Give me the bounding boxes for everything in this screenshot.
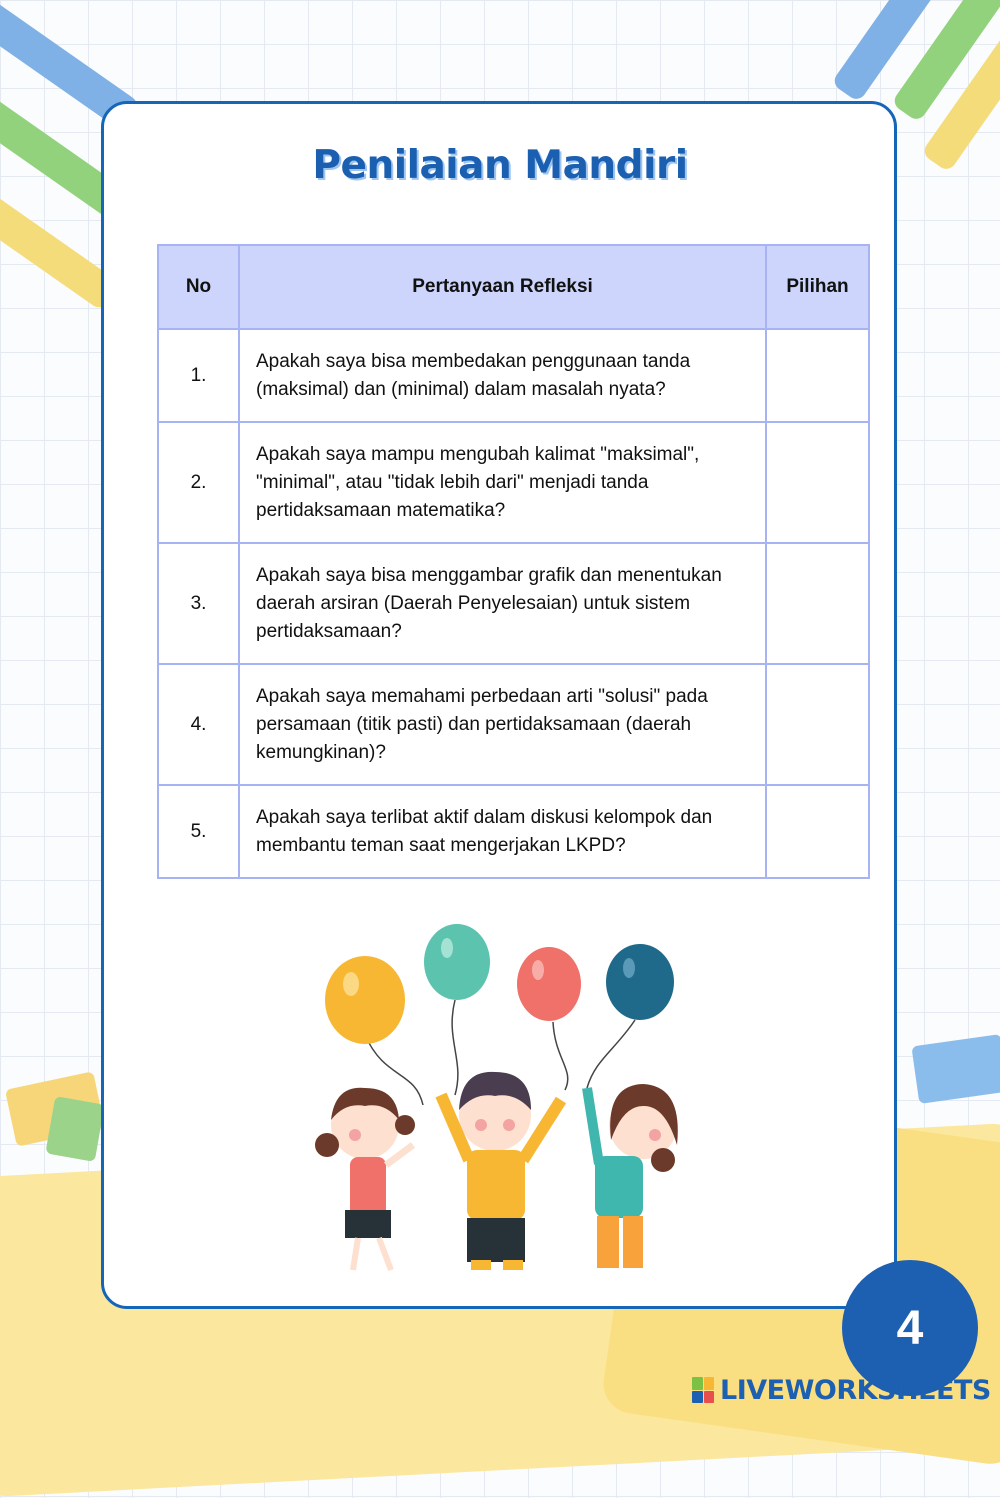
row-choice-cell[interactable] bbox=[766, 785, 869, 878]
page-number-badge: 4 bbox=[842, 1260, 978, 1396]
row-choice-cell[interactable] bbox=[766, 543, 869, 664]
row-choice-cell[interactable] bbox=[766, 422, 869, 543]
table-row bbox=[158, 664, 869, 785]
book-left-2 bbox=[45, 1096, 104, 1162]
row-question: Apakah saya bisa membedakan penggunaan tanda (maksimal) dan (minimal) dalam masalah nyata? bbox=[239, 329, 766, 422]
table-row bbox=[158, 329, 869, 422]
table-row bbox=[158, 422, 869, 543]
row-question: Apakah saya memahami perbedaan arti "solusi" pada persamaan (titik pasti) dan pertidaksamaan (daerah kemungkinan)? bbox=[239, 664, 766, 785]
row-choice-cell[interactable] bbox=[766, 664, 869, 785]
row-number: 3. bbox=[158, 543, 239, 664]
row-question: Apakah saya bisa menggambar grafik dan menentukan daerah arsiran (Daerah Penyelesaian) untuk sistem pertidaksamaan? bbox=[239, 543, 766, 664]
kids-balloons-illustration bbox=[305, 920, 695, 1290]
brand-footer bbox=[692, 1372, 991, 1408]
header-choice: Pilihan bbox=[766, 245, 869, 329]
header-question: Pertanyaan Refleksi bbox=[239, 245, 766, 329]
table-header-row bbox=[158, 245, 869, 329]
row-choice-cell[interactable] bbox=[766, 329, 869, 422]
row-number: 4. bbox=[158, 664, 239, 785]
page-title: Penilaian Mandiri bbox=[312, 143, 688, 188]
row-number: 2. bbox=[158, 422, 239, 543]
header-no: No bbox=[158, 245, 239, 329]
brand-name: LIVEWORKSHEETS bbox=[720, 1374, 991, 1406]
row-question: Apakah saya terlibat aktif dalam diskusi kelompok dan membantu teman saat mengerjakan LKPD? bbox=[239, 785, 766, 878]
row-number: 5. bbox=[158, 785, 239, 878]
row-number: 1. bbox=[158, 329, 239, 422]
table-row bbox=[158, 785, 869, 878]
book-right bbox=[911, 1034, 1000, 1104]
liveworksheets-logo-icon bbox=[692, 1377, 714, 1403]
row-question: Apakah saya mampu mengubah kalimat "maksimal", "minimal", atau "tidak lebih dari" menjadi tanda pertidaksamaan matematika? bbox=[239, 422, 766, 543]
reflection-table bbox=[157, 244, 870, 879]
table-row bbox=[158, 543, 869, 664]
